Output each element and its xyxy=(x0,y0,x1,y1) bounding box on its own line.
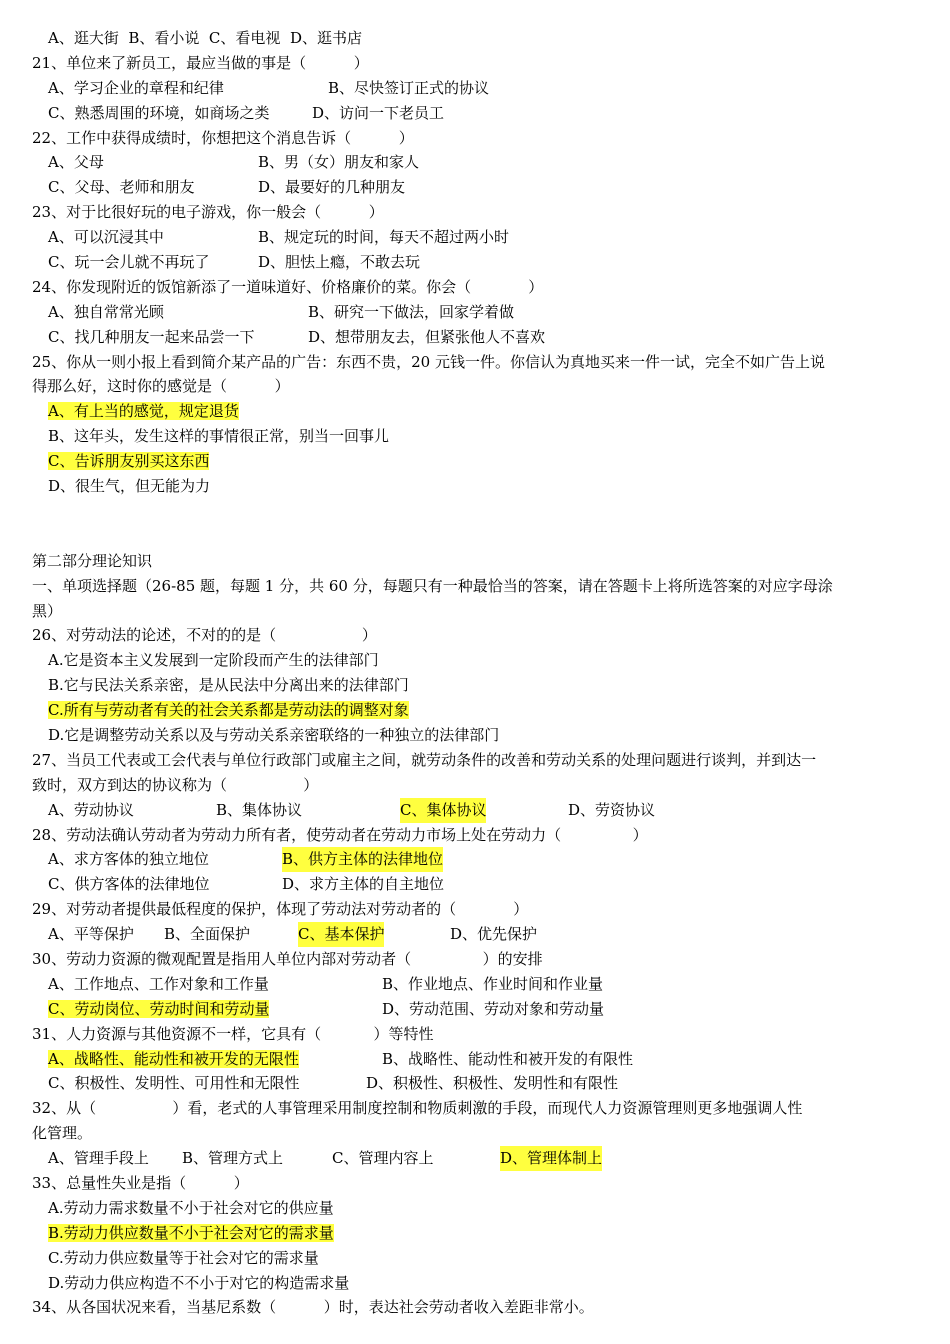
text-segment-q33-d-0: D.劳动力供应构造不不小于对它的构造需求量 xyxy=(48,1273,350,1292)
text-segment-sec1-2-0: 黑） xyxy=(32,601,63,620)
text-line-q33-c xyxy=(32,1246,912,1271)
text-line-q31-cd xyxy=(32,1071,912,1096)
text-line-q21-ab xyxy=(32,76,912,101)
highlighted-answer-q33-b-0: B.劳动力供应数量不小于社会对它的需求量 xyxy=(48,1223,334,1242)
text-segment-q33-0: 33、总量性失业是指（ ） xyxy=(32,1173,249,1192)
text-line-q25-a xyxy=(32,399,912,424)
text-segment-q21-ab-1: B、尽快签订正式的协议 xyxy=(328,78,490,97)
text-segment-q30-cd-1: D、劳动范围、劳动对象和劳动量 xyxy=(382,999,605,1018)
highlighted-answer-q26-c-0: C.所有与劳动者有关的社会关系都是劳动法的调整对象 xyxy=(48,701,409,720)
text-line-q21-cd xyxy=(32,101,912,126)
text-segment-q28-cd-1: D、求方主体的自主地位 xyxy=(282,875,445,894)
text-segment-q26-a-0: A.它是资本主义发展到一定阶段而产生的法律部门 xyxy=(48,651,379,670)
text-segment-q33-a-0: A.劳动力需求数量不小于社会对它的供应量 xyxy=(48,1198,334,1217)
text-line-q26 xyxy=(32,623,912,648)
text-line-q23-ab xyxy=(32,225,912,250)
text-segment-q21-0: 21、单位来了新员工，最应当做的事是（ ） xyxy=(32,53,369,72)
text-segment-sec1-1-0: 一、单项选择题（26-85 题，每题 1 分，共 60 分，每题只有一种最恰当的答案，请在答题卡上将所选答案的对应字母涂 xyxy=(32,576,833,595)
highlighted-answer-q32-opts-3: D、管理体制上 xyxy=(500,1146,602,1171)
text-segment-q24-0: 24、你发现附近的饭馆新添了一道味道好、价格廉价的菜。你会（ ） xyxy=(32,277,544,296)
text-segment-q29-opts-3: D、优先保护 xyxy=(450,925,538,944)
text-segment-q31-ab-1: B、战略性、能动性和被开发的有限性 xyxy=(382,1049,634,1068)
text-segment-q21-cd-0: C、熟悉周围的环境，如商场之类 xyxy=(48,103,270,122)
text-line-q30 xyxy=(32,947,912,972)
text-line-q23-cd xyxy=(32,250,912,275)
text-line-q22-cd xyxy=(32,175,912,200)
text-segment-q23-ab-0: A、可以沉浸其中 xyxy=(48,228,164,247)
text-line-q28-cd xyxy=(32,872,912,897)
text-line-q21 xyxy=(32,51,912,76)
text-segment-q27-2-0: 致时，双方到达的协议称为（ ） xyxy=(32,775,319,794)
text-line-sec1-2 xyxy=(32,599,912,624)
text-line-q33-a xyxy=(32,1196,912,1221)
text-line-q27-opts xyxy=(32,798,912,823)
highlighted-answer-q25-c-0: C、告诉朋友别买这东西 xyxy=(48,452,210,471)
text-line-q28 xyxy=(32,823,912,848)
text-line-q29 xyxy=(32,897,912,922)
text-segment-q27-opts-3: D、劳资协议 xyxy=(568,800,656,819)
text-segment-q30-ab-1: B、作业地点、作业时间和作业量 xyxy=(382,974,604,993)
text-line-q33-b xyxy=(32,1221,912,1246)
text-segment-q29-opts-1: B、全面保护 xyxy=(164,925,251,944)
text-segment-q26-d-0: D.它是调整劳动关系以及与劳动关系亲密联络的一种独立的法律部门 xyxy=(48,725,500,744)
text-line-q31 xyxy=(32,1022,912,1047)
text-segment-q22-ab-1: B、男（女）朋友和家人 xyxy=(258,153,420,172)
text-segment-q24-ab-1: B、研究一下做法，回家学着做 xyxy=(308,302,515,321)
text-segment-q22-cd-1: D、最要好的几种朋友 xyxy=(258,178,406,197)
text-line-q22-ab xyxy=(32,150,912,175)
document-body xyxy=(32,26,912,1320)
text-line-q26-d xyxy=(32,723,912,748)
text-segment-q29-opts-0: A、平等保护 xyxy=(48,925,134,944)
text-line-q23 xyxy=(32,200,912,225)
text-segment-q25-d-0: D、很生气，但无能为力 xyxy=(48,477,211,496)
text-line-q25-d xyxy=(32,474,912,499)
text-line-q33 xyxy=(32,1171,912,1196)
text-line-q34 xyxy=(32,1295,912,1320)
text-segment-q28-cd-0: C、供方客体的法律地位 xyxy=(48,875,210,894)
text-line-sec1-1 xyxy=(32,574,912,599)
text-line-q25-1 xyxy=(32,350,912,375)
highlighted-answer-q31-ab-0: A、战略性、能动性和被开发的无限性 xyxy=(48,1049,299,1068)
text-line-q22 xyxy=(32,126,912,151)
text-segment-q23-0: 23、对于比很好玩的电子游戏，你一般会（ ） xyxy=(32,203,384,222)
text-segment-q23-cd-0: C、玩一会儿就不再玩了 xyxy=(48,253,210,272)
text-line-q25-2 xyxy=(32,374,912,399)
text-line-q24 xyxy=(32,275,912,300)
text-line-q30-cd xyxy=(32,997,912,1022)
text-line-q28-ab xyxy=(32,847,912,872)
text-segment-q22-cd-0: C、父母、老师和朋友 xyxy=(48,178,195,197)
text-segment-q20-opts-0: A、逛大街 B、看小说 C、看电视 D、逛书店 xyxy=(48,29,362,47)
text-line-q29-opts xyxy=(32,922,912,947)
text-segment-q27-opts-1: B、集体协议 xyxy=(216,800,303,819)
text-line-q32-opts xyxy=(32,1146,912,1171)
text-line-q30-ab xyxy=(32,972,912,997)
text-segment-q28-0: 28、劳动法确认劳动者为劳动力所有者，使劳动者在劳动力市场上处在劳动力（ ） xyxy=(32,825,648,844)
text-segment-q22-ab-0: A、父母 xyxy=(48,153,104,172)
text-line-q33-d xyxy=(32,1271,912,1296)
text-segment-q32-opts-2: C、管理内容上 xyxy=(332,1149,434,1168)
text-line-q25-c xyxy=(32,449,912,474)
text-line-q25-b xyxy=(32,424,912,449)
text-segment-q23-cd-1: D、胆怯上瘾，不敢去玩 xyxy=(258,253,421,272)
text-line-q32-1 xyxy=(32,1096,912,1121)
text-segment-q30-ab-0: A、工作地点、工作对象和工作量 xyxy=(48,974,269,993)
text-line-q26-c xyxy=(32,698,912,723)
text-segment-q22-0: 22、工作中获得成绩时，你想把这个消息告诉（ ） xyxy=(32,128,414,147)
text-line-q24-cd xyxy=(32,325,912,350)
text-segment-q25-1-0: 25、你从一则小报上看到简介某产品的广告：东西不贵，20 元钱一件。你信认为真地买来一件一试，完全不如广告上说 xyxy=(32,352,825,371)
text-segment-q24-ab-0: A、独自常常光顾 xyxy=(48,302,164,321)
text-segment-q31-cd-1: D、积极性、积极性、发明性和有限性 xyxy=(366,1074,619,1093)
text-line-q20-opts xyxy=(32,26,912,51)
text-segment-q24-cd-1: D、想带朋友去，但紧张他人不喜欢 xyxy=(308,327,546,346)
text-segment-q21-ab-0: A、学习企业的章程和纪律 xyxy=(48,78,224,97)
text-segment-q23-ab-1: B、规定玩的时间，每天不超过两小时 xyxy=(258,228,510,247)
highlighted-answer-q30-cd-0: C、劳动岗位、劳动时间和劳动量 xyxy=(48,999,270,1018)
text-segment-q25-2-0: 得那么好，这时你的感觉是（ ） xyxy=(32,377,290,396)
text-segment-q28-ab-0: A、求方客体的独立地位 xyxy=(48,850,209,869)
text-segment-q32-opts-1: B、管理方式上 xyxy=(182,1149,284,1168)
text-line-q27-2 xyxy=(32,773,912,798)
text-line-q26-b xyxy=(32,673,912,698)
text-segment-q32-1-0: 32、从（ ）看，老式的人事管理采用制度控制和物质刺激的手段，而现代人力资源管理则更多地强调人性 xyxy=(32,1099,803,1118)
text-segment-q21-cd-1: D、访问一下老员工 xyxy=(312,103,445,122)
text-segment-q34-0: 34、从各国状况来看，当基尼系数（ ）时，表达社会劳动者收入差距非常小。 xyxy=(32,1298,594,1317)
text-segment-q31-0: 31、人力资源与其他资源不一样，它具有（ ）等特性 xyxy=(32,1024,434,1043)
text-line-part2 xyxy=(32,549,912,574)
highlighted-answer-q29-opts-2: C、基本保护 xyxy=(298,922,384,947)
text-segment-q32-2-0: 化管理。 xyxy=(32,1124,93,1143)
text-segment-q33-c-0: C.劳动力供应数量等于社会对它的需求量 xyxy=(48,1248,319,1267)
highlighted-answer-q25-a-0: A、有上当的感觉，规定退货 xyxy=(48,402,239,421)
text-segment-q25-b-0: B、这年头，发生这样的事情很正常，别当一回事儿 xyxy=(48,427,390,446)
text-segment-q24-cd-0: C、找几种朋友一起来品尝一下 xyxy=(48,327,255,346)
text-segment-q29-0: 29、对劳动者提供最低程度的保护，体现了劳动法对劳动者的（ ） xyxy=(32,900,529,919)
highlighted-answer-q28-ab-1: B、供方主体的法律地位 xyxy=(282,847,443,872)
highlighted-answer-q27-opts-2: C、集体协议 xyxy=(400,798,486,823)
section-spacer xyxy=(32,499,912,549)
text-line-q26-a xyxy=(32,648,912,673)
text-segment-q26-0: 26、对劳动法的论述，不对的的是（ ） xyxy=(32,626,377,645)
text-line-q32-2 xyxy=(32,1121,912,1146)
text-segment-q31-cd-0: C、积极性、发明性、可用性和无限性 xyxy=(48,1074,300,1093)
text-line-q27-1 xyxy=(32,748,912,773)
text-segment-q26-b-0: B.它与民法关系亲密，是从民法中分离出来的法律部门 xyxy=(48,676,409,695)
text-segment-part2-0: 第二部分理论知识 xyxy=(32,551,153,570)
text-line-q31-ab xyxy=(32,1047,912,1072)
text-segment-q32-opts-0: A、管理手段上 xyxy=(48,1149,149,1168)
text-segment-q30-0: 30、劳动力资源的微观配置是指用人单位内部对劳动者（ ）的安排 xyxy=(32,949,543,968)
text-segment-q27-opts-0: A、劳动协议 xyxy=(48,800,134,819)
text-line-q24-ab xyxy=(32,300,912,325)
text-segment-q27-1-0: 27、当员工代表或工会代表与单位行政部门或雇主之间，就劳动条件的改善和劳动关系的处理问题进行谈判，并到达一 xyxy=(32,750,817,769)
